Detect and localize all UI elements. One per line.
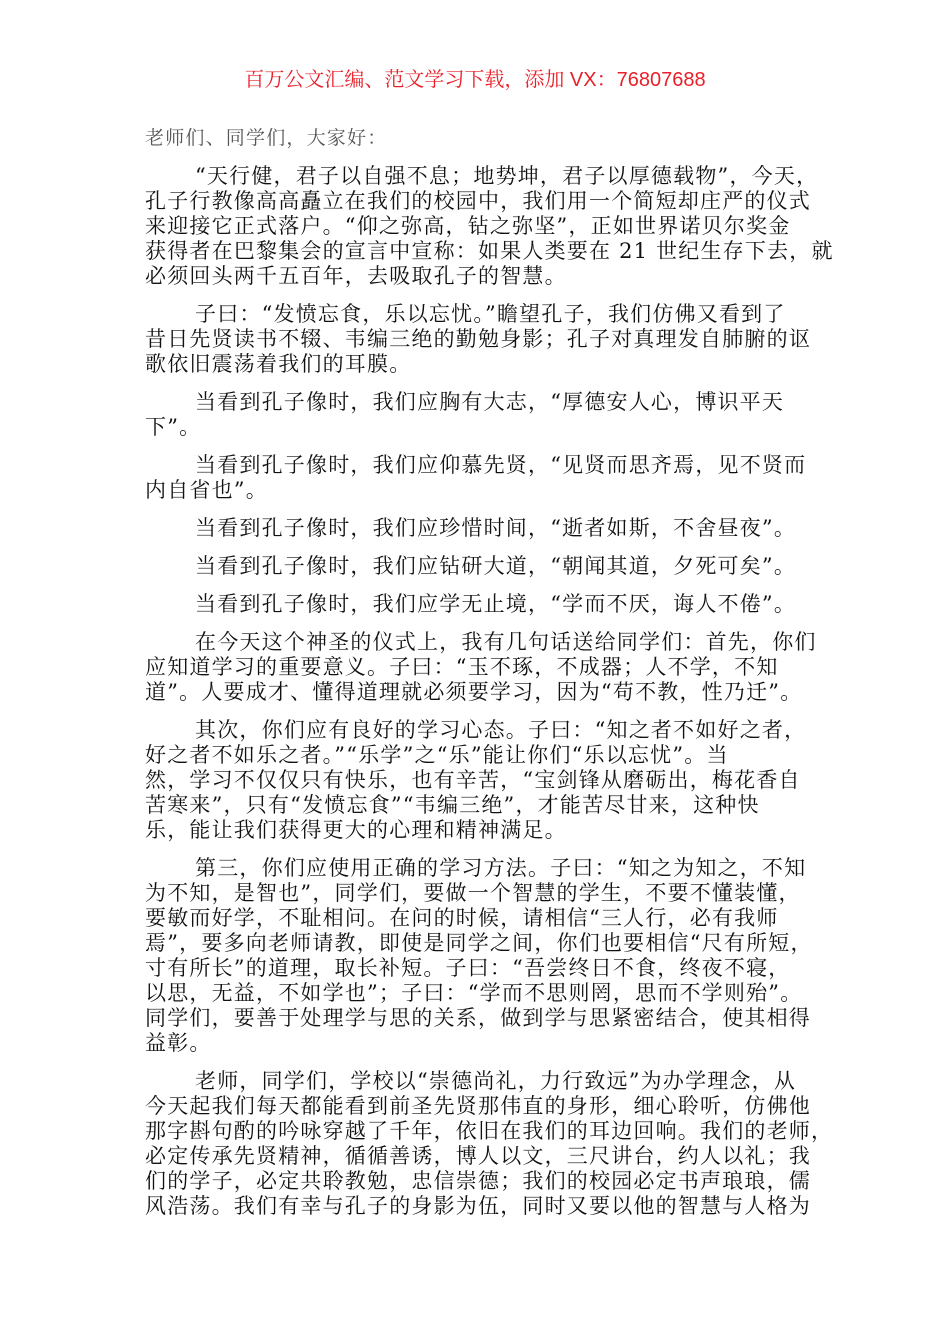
text-line: 今天起我们每天都能看到前圣先贤那伟直的身形，细心聆听，仿佛他 [145,1094,811,1118]
text-line: 下”。 [145,415,202,439]
text-line: 内自省也”。 [145,478,268,502]
paragraph [145,164,834,289]
document-body [145,126,834,1232]
text-line: 焉”，要多向老师请教，即使是同学之间，你们也要相信“尺有所短， [145,931,813,955]
text-line: 为不知，是智也”，同学们，要做一个智慧的学生，不要不懂装懂， [145,881,801,905]
text-line: 以思，无益，不如学也”；子曰：“学而不思则罔，思而不学则殆”。 [145,981,803,1005]
paragraph [145,718,825,843]
greeting [145,126,825,151]
text-line: 风浩荡。我们有幸与孔子的身影为伍，同时又要以他的智慧与人格为 [145,1194,811,1218]
text-line: 老师们、同学们，大家好： [145,127,388,149]
text-line: 昔日先贤读书不辍、韦编三绝的勤勉身影；孔子对真理发自肺腑的讴 [145,327,811,351]
text-line: 来迎接它正式落户。“仰之弥高，钻之弥坚”，正如世界诺贝尔奖金 [145,214,791,238]
text-line: 第三，你们应使用正确的学习方法。子曰：“知之为知之，不知 [195,856,807,880]
text-line: 老师，同学们，学校以“崇德尚礼，力行致远”为办学理念，从 [195,1069,797,1093]
paragraph [145,302,825,377]
text-line: 当看到孔子像时，我们应珍惜时间，“逝者如斯，不舍昼夜”。 [195,516,797,540]
text-line: 好之者不如乐之者。”“乐学”之“乐”能让你们“乐以忘忧”。当 [145,743,729,767]
paragraph [145,554,825,579]
text-line: 道”。人要成才、懂得道理就必须要学习，因为“苟不教，性乃迁”。 [145,680,803,704]
text-line: 苦寒来”，只有“发愤忘食”“韦编三绝”，才能苦尽甘来，这种快 [145,793,760,817]
text-line: “天行健，君子以自强不息；地势坤，君子以厚德载物”，今天， [195,164,819,188]
text-line: 应知道学习的重要意义。子曰：“玉不琢，不成器；人不学，不知 [145,655,779,679]
text-line: 当看到孔子像时，我们应仰慕先贤，“见贤而思齐焉，见不贤而 [195,453,807,477]
paragraph [145,1069,834,1219]
text-line: 同学们，要善于处理学与思的关系，做到学与思紧密结合，使其相得 [145,1006,811,1030]
text-line: 孔子行教像高高矗立在我们的校园中，我们用一个简短却庄严的仪式 [145,189,811,213]
text-line: 那字斟句酌的吟咏穿越了千年，依旧在我们的耳边回响。我们的老师， [145,1119,834,1143]
text-line: 然，学习不仅仅只有快乐，也有辛苦，“宝剑锋从磨砺出，梅花香自 [145,768,801,792]
text-line: 当看到孔子像时，我们应胸有大志，“厚德安人心，博识平天 [195,390,785,414]
paragraph [145,516,825,541]
text-line: 歌依旧震荡着我们的耳膜。 [145,352,412,376]
text-line: 必定传承先贤精神，循循善诱，博人以文，三尺讲台，约人以礼；我 [145,1144,811,1168]
text-line: 寸有所长”的道理，取长补短。子曰：“吾尝终日不食，终夜不寝， [145,956,791,980]
text-line: 获得者在巴黎集会的宣言中宣称：如果人类要在 21 世纪生存下去，就 [145,239,834,263]
text-line: 在今天这个神圣的仪式上，我有几句话送给同学们：首先，你们 [195,630,817,654]
text-line: 们的学子，必定共聆教勉，忠信崇德；我们的校园必定书声琅琅，儒 [145,1169,811,1193]
text-line: 乐，能让我们获得更大的心理和精神满足。 [145,818,567,842]
text-line: 益彰。 [145,1031,212,1055]
text-line: 要敏而好学，不耻相问。在问的时候，请相信“三人行，必有我师 [145,906,779,930]
paragraph [145,856,825,1056]
text-line: 子曰：“发愤忘食，乐以忘忧。”瞻望孔子，我们仿佛又看到了 [195,302,786,326]
paragraph [145,453,825,503]
text-line: 其次，你们应有良好的学习心态。子曰：“知之者不如好之者， [195,718,807,742]
watermark-header: 百万公文汇编、范文学习下载，添加 VX：76807688 [244,69,706,91]
paragraph [145,630,825,705]
paragraph [145,390,825,440]
text-line: 必须回头两千五百年，去吸取孔子的智慧。 [145,264,567,288]
text-line: 当看到孔子像时，我们应学无止境，“学而不厌，诲人不倦”。 [195,592,797,616]
text-line: 当看到孔子像时，我们应钻研大道，“朝闻其道，夕死可矣”。 [195,554,797,578]
paragraph [145,592,825,617]
